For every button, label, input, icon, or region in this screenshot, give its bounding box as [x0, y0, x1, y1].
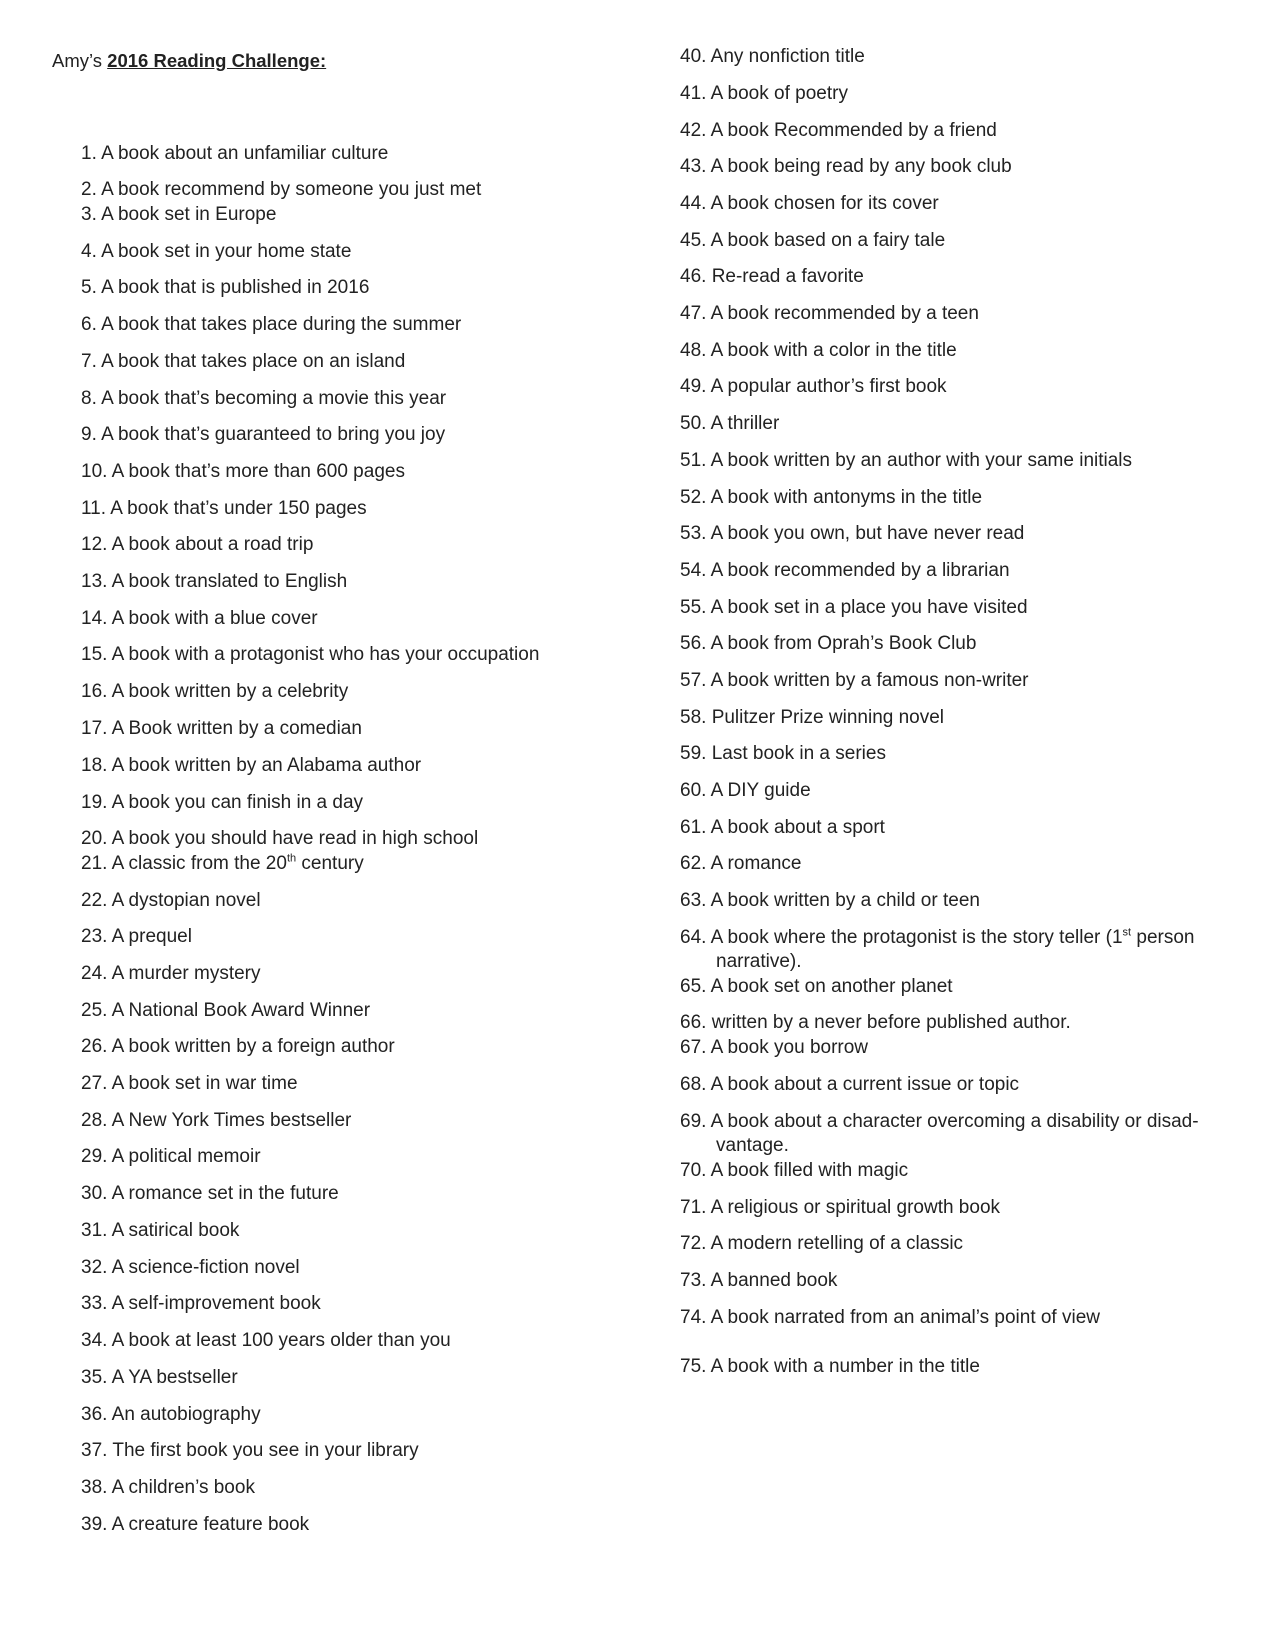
- list-item: 34. A book at least 100 years older than you: [81, 1330, 451, 1351]
- list-item: 8. A book that’s becoming a movie this year: [81, 388, 447, 409]
- list-item: [680, 926, 1194, 974]
- list-item: 17. A Book written by a comedian: [81, 718, 362, 739]
- list-item: 5. A book that is published in 2016: [81, 277, 370, 298]
- list-item: 26. A book written by a foreign author: [81, 1036, 395, 1057]
- ordinal-suffix: st: [1122, 926, 1132, 939]
- list-item: 15. A book with a protagonist who has your occupation: [81, 644, 540, 665]
- item-continuation: vantage.: [716, 1135, 789, 1156]
- list-item: 68. A book about a current issue or topic: [680, 1074, 1020, 1095]
- list-item: 61. A book about a sport: [680, 817, 885, 838]
- list-item: 13. A book translated to English: [81, 571, 348, 592]
- list-item: 29. A political memoir: [81, 1146, 261, 1167]
- list-item: 31. A satirical book: [81, 1220, 240, 1241]
- list-item: 12. A book about a road trip: [81, 534, 314, 555]
- title-owner: Amy’s: [52, 50, 108, 71]
- list-item: 30. A romance set in the future: [81, 1183, 339, 1204]
- list-item: 3. A book set in Europe: [81, 204, 277, 225]
- list-item: 14. A book with a blue cover: [81, 608, 318, 629]
- list-item: 38. A children’s book: [81, 1477, 255, 1498]
- list-item: 62. A romance: [680, 853, 802, 874]
- list-item: 63. A book written by a child or teen: [680, 890, 980, 911]
- list-item: 55. A book set in a place you have visited: [680, 597, 1028, 618]
- list-item: 18. A book written by an Alabama author: [81, 755, 422, 776]
- list-item: 37. The first book you see in your library: [81, 1440, 419, 1461]
- list-item: 39. A creature feature book: [81, 1514, 310, 1535]
- list-item: 1. A book about an unfamiliar culture: [81, 143, 389, 164]
- list-item: 47. A book recommended by a teen: [680, 303, 979, 324]
- list-item: 43. A book being read by any book club: [680, 156, 1012, 177]
- list-item: 22. A dystopian novel: [81, 890, 261, 911]
- list-item: 72. A modern retelling of a classic: [680, 1233, 964, 1254]
- list-item: [81, 852, 364, 876]
- list-item: 65. A book set on another planet: [680, 976, 953, 997]
- list-item: 54. A book recommended by a librarian: [680, 560, 1010, 581]
- list-item: 57. A book written by a famous non-writer: [680, 670, 1029, 691]
- list-item: 58. Pulitzer Prize winning novel: [680, 707, 945, 728]
- list-item: 53. A book you own, but have never read: [680, 523, 1025, 544]
- item-text: 64. A book where the protagonist is the story teller (1: [680, 927, 1123, 948]
- list-item: 52. A book with antonyms in the title: [680, 487, 983, 508]
- list-item: 49. A popular author’s first book: [680, 376, 947, 397]
- list-item: 51. A book written by an author with your same initials: [680, 450, 1133, 471]
- item-text-tail: person: [1131, 927, 1195, 948]
- list-item: 19. A book you can finish in a day: [81, 792, 364, 813]
- list-item: [680, 1110, 1199, 1158]
- list-item: 74. A book narrated from an animal’s point of view: [680, 1307, 1101, 1328]
- item-continuation: narrative).: [716, 951, 802, 972]
- list-item: 42. A book Recommended by a friend: [680, 120, 997, 141]
- list-item: 16. A book written by a celebrity: [81, 681, 349, 702]
- list-item: 27. A book set in war time: [81, 1073, 298, 1094]
- list-item: 2. A book recommend by someone you just met: [81, 179, 482, 200]
- list-item: 50. A thriller: [680, 413, 780, 434]
- list-item: 60. A DIY guide: [680, 780, 811, 801]
- list-item: 11. A book that’s under 150 pages: [81, 498, 367, 519]
- list-item: 59. Last book in a series: [680, 743, 886, 764]
- list-item: 46. Re-read a favorite: [680, 266, 864, 287]
- list-item: 25. A National Book Award Winner: [81, 1000, 371, 1021]
- list-item: 67. A book you borrow: [680, 1037, 869, 1058]
- list-item: 36. An autobiography: [81, 1404, 261, 1425]
- list-item: 40. Any nonfiction title: [680, 46, 865, 67]
- list-item: 56. A book from Oprah’s Book Club: [680, 633, 977, 654]
- ordinal-suffix: th: [286, 852, 297, 865]
- list-item: 70. A book filled with magic: [680, 1160, 909, 1181]
- list-item: 6. A book that takes place during the summer: [81, 314, 462, 335]
- title-challenge: 2016 Reading Challenge:: [107, 50, 327, 71]
- list-item: 41. A book of poetry: [680, 83, 848, 104]
- list-item: 73. A banned book: [680, 1270, 838, 1291]
- list-item: 10. A book that’s more than 600 pages: [81, 461, 405, 482]
- list-item: 75. A book with a number in the title: [680, 1356, 980, 1377]
- list-item: 48. A book with a color in the title: [680, 340, 957, 361]
- list-item: 24. A murder mystery: [81, 963, 261, 984]
- item-text: 69. A book about a character overcoming a disability or disad-: [680, 1111, 1199, 1132]
- list-item: 44. A book chosen for its cover: [680, 193, 939, 214]
- list-item: 35. A YA bestseller: [81, 1367, 238, 1388]
- item-text: 21. A classic from the 20: [81, 853, 287, 874]
- page-title: [52, 49, 326, 73]
- list-item: 33. A self-improvement book: [81, 1293, 321, 1314]
- item-text-tail: century: [296, 853, 364, 874]
- list-item: 7. A book that takes place on an island: [81, 351, 406, 372]
- list-item: 20. A book you should have read in high school: [81, 828, 479, 849]
- list-item: 4. A book set in your home state: [81, 241, 352, 262]
- list-item: 23. A prequel: [81, 926, 192, 947]
- list-item: 32. A science-fiction novel: [81, 1257, 300, 1278]
- list-item: 45. A book based on a fairy tale: [680, 230, 946, 251]
- list-item: 71. A religious or spiritual growth book: [680, 1197, 1001, 1218]
- list-item: 28. A New York Times bestseller: [81, 1110, 352, 1131]
- list-item: 9. A book that’s guaranteed to bring you joy: [81, 424, 446, 445]
- list-item: 66. written by a never before published author.: [680, 1012, 1071, 1033]
